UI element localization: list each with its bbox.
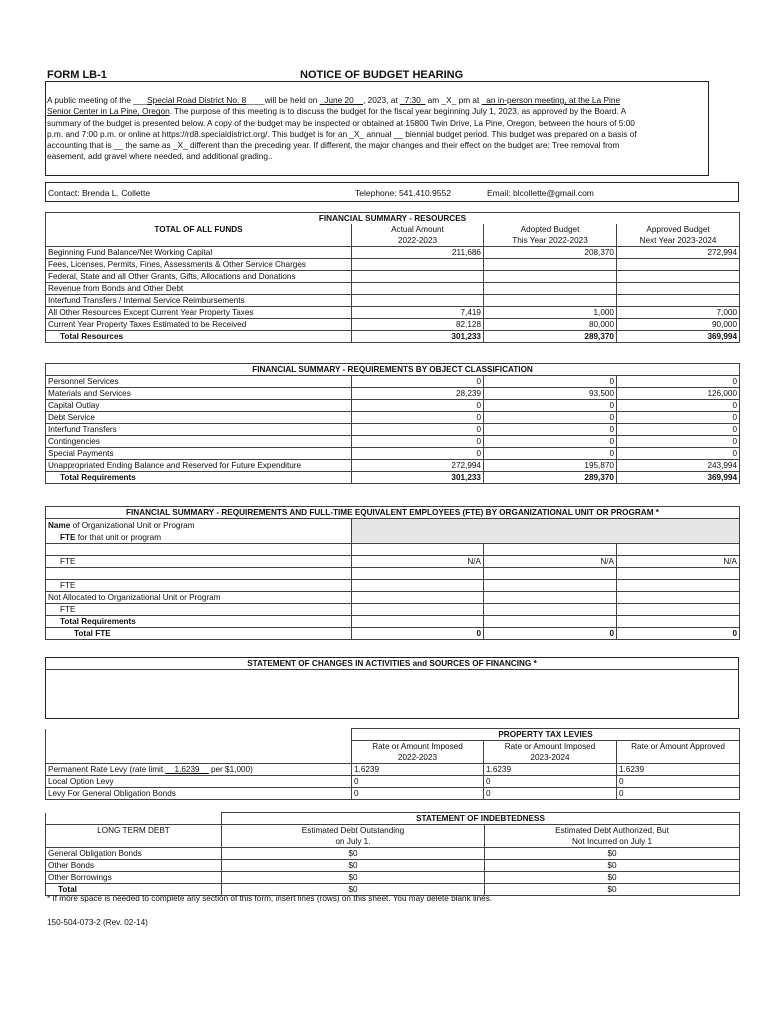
footnote: * If more space is needed to complete any section of this form, insert lines (rows) on this sheet. You may delete blank lines. <box>47 894 493 903</box>
table-row: Debt Service 0 0 0 <box>46 412 740 424</box>
table-row: Federal, State and all Other Grants, Gifts, Allocations and Donations <box>46 271 740 283</box>
fte-table: FINANCIAL SUMMARY - REQUIREMENTS AND FULL-TIME EQUIVALENT EMPLOYEES (FTE) BY ORGANIZATIONAL UNIT OR PROGRAM * Name of Organizational Unit or Program FTE for that unit or program FTE N/A N/A N/A FTE Not Allocated to Organizational Unit or Program FTE Total Requirements Total FTE 0 0 0 <box>45 506 740 640</box>
table-row: Other Bonds $0 $0 <box>46 860 740 872</box>
table-row: Revenue from Bonds and Other Debt <box>46 283 740 295</box>
form-title: NOTICE OF BUDGET HEARING <box>300 69 464 81</box>
table-row: Fees, Licenses, Permits, Fines, Assessments & Other Service Charges <box>46 259 740 271</box>
table-row: Materials and Services 28,239 93,500 126,000 <box>46 388 740 400</box>
table-row: Current Year Property Taxes Estimated to be Received 82,128 80,000 90,000 <box>46 319 740 331</box>
table-row: Other Borrowings $0 $0 <box>46 872 740 884</box>
meeting-date: June 20 <box>324 95 354 105</box>
fte-title: FINANCIAL SUMMARY - REQUIREMENTS AND FULL-TIME EQUIVALENT EMPLOYEES (FTE) BY ORGANIZATIONAL UNIT OR PROGRAM * <box>46 507 740 519</box>
requirements-table <box>45 363 740 484</box>
contact-name: Contact: Brenda L. Collette <box>48 188 151 198</box>
debt-table: STATEMENT OF INDEBTEDNESS LONG TERM DEBT Estimated Debt Outstanding Estimated Debt Authorized, But on July 1. Not Incurred on July 1 General Obligation Bonds $0 $0 Other Bonds $0 $0 Other Borrowings $0 $0 Total $0 $0 <box>45 812 740 896</box>
table-row: Unappropriated Ending Balance and Reserved for Future Expenditure 272,994 195,870 243,994 <box>46 460 740 472</box>
resources-table: FINANCIAL SUMMARY - RESOURCES TOTAL OF ALL FUNDS Actual Amount Adopted Budget Approved Budget 2022-2023 This Year 2022-2023 Next Year 2023-2024 Beginning Fund Balance/Net Working Capital 211,686 208,370 272,994 Fees, Licenses, Permits, Fines, Assessments & Other Service Charges Federal, State and all Other Grants, Gifts, Allocations and Donations Revenue from Bonds and Other Debt Interfund Transfers / Internal Service Reimbursements All Other Resources Except Current Year Property Taxes 7,419 1,000 7,000 Current Year Property Taxes Estimated to be Received 82,128 80,000 90,000 Total Resources 301,233 289,370 369,994 <box>45 212 740 343</box>
notice-text: A public meeting of the ___Special Road District No. 8____will be held on _June 20__, 2023, at _7:30_ am _X_ pm at _an in-person meeting, at the La Pine Senior Center in La Pine, Oregon. The purpose of this meeting is to discuss the budget for the fiscal year beginning July 1, 2023, as approved by the Board. A summary of the budget is presented below. A copy of the budget may be inspected or obtained at 15800 Twin Drive, La Pine, Oregon, between the hours of 5:00 p.m. and 7:00 p.m. or online at https://rd8.specialdistrict.org/. This budget is for an _X_ annual __ biennial budget period. This budget was prepared on a basis of accounting that is __ the same as _X_ different than the preceding year. If different, the major changes and their effect on the budget are: Tree removal from easement, add gravel where needed, and additional grading.. <box>47 95 637 162</box>
contact-email: Email: blcollette@gmail.com <box>487 188 594 198</box>
table-row: Local Option Levy 0 0 0 <box>46 776 740 788</box>
table-row: Levy For General Obligation Bonds 0 0 0 <box>46 788 740 800</box>
requirements-title: FINANCIAL SUMMARY - REQUIREMENTS BY OBJECT CLASSIFICATION <box>46 364 740 376</box>
contact-phone: Telephone: 541.410.9552 <box>355 188 451 198</box>
table-row: Permanent Rate Levy (rate limit __1.6239__ per $1,000) 1.6239 1.6239 1.6239 <box>46 764 740 776</box>
meeting-time: 7:30 <box>404 95 421 105</box>
form-number: 150-504-073-2 (Rev. 02-14) <box>47 918 148 927</box>
table-row: General Obligation Bonds $0 $0 <box>46 848 740 860</box>
total-row: Total Requirements 301,233 289,370 369,994 <box>46 472 740 484</box>
table-row: Special Payments 0 0 0 <box>46 448 740 460</box>
levies-table: PROPERTY TAX LEVIES Rate or Amount Imposed Rate or Amount Imposed Rate or Amount Approved 2022-2023 2023-2024 Permanent Rate Levy (rate limit __1.6239__ per $1,000) 1.6239 1.6239 1.6239 Local Option Levy 0 0 0 Levy For General Obligation Bonds 0 0 0 <box>45 728 740 800</box>
table-row: Personnel Services 0 0 0 <box>46 376 740 388</box>
district-name: Special Road District No. 8 <box>147 95 247 105</box>
form-code: FORM LB-1 <box>47 69 107 81</box>
resources-title: FINANCIAL SUMMARY - RESOURCES <box>46 213 740 225</box>
table-row: Interfund Transfers 0 0 0 <box>46 424 740 436</box>
total-row: Total $0 $0 <box>46 884 740 896</box>
table-row: Contingencies 0 0 0 <box>46 436 740 448</box>
changes-title: STATEMENT OF CHANGES IN ACTIVITIES and SOURCES OF FINANCING * <box>247 659 537 668</box>
total-row: Total Resources 301,233 289,370 369,994 <box>46 331 740 343</box>
table-row: Beginning Fund Balance/Net Working Capital 211,686 208,370 272,994 <box>46 247 740 259</box>
table-row: All Other Resources Except Current Year Property Taxes 7,419 1,000 7,000 <box>46 307 740 319</box>
table-row: Capital Outlay 0 0 0 <box>46 400 740 412</box>
table-row: Interfund Transfers / Internal Service Reimbursements <box>46 295 740 307</box>
